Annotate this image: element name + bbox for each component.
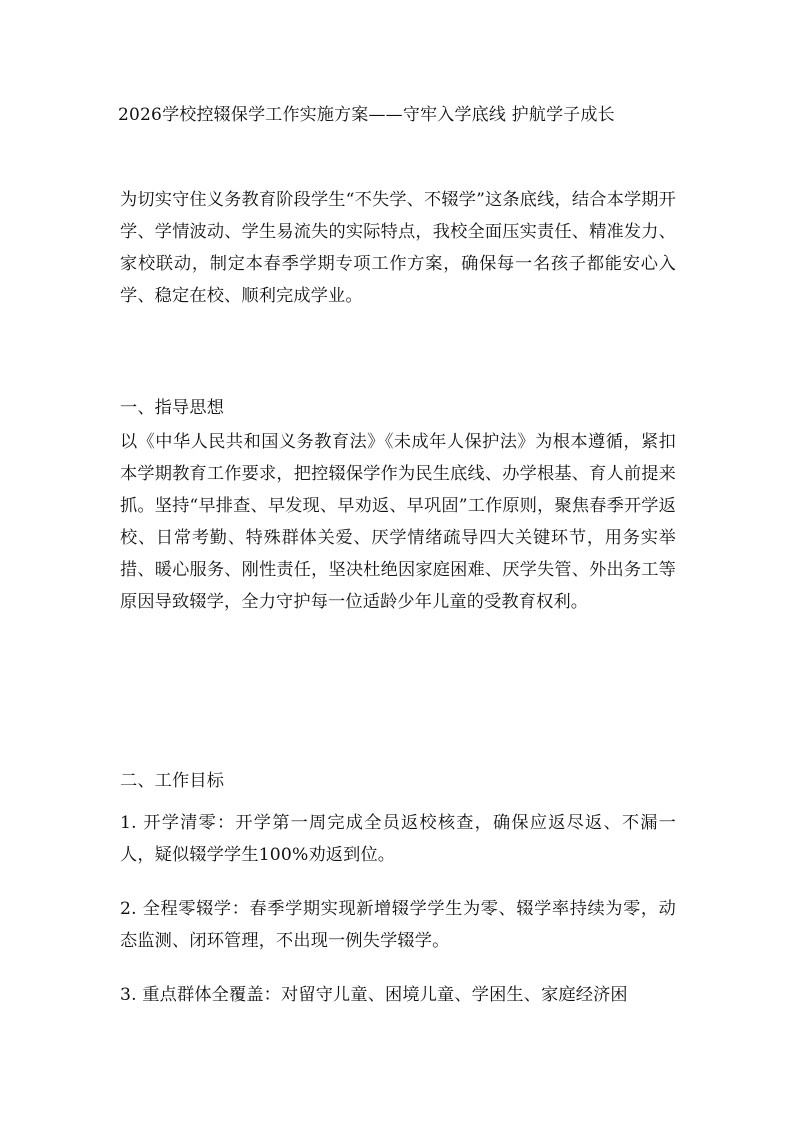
intro-paragraph: 为切实守住义务教育阶段学生“不失学、不辍学”这条底线，结合本学期开学、学情波动、学生易流失的实际特点，我校全面压实责任、精准发力、家校联动，制定本春季学期专项工作方案，确保每一名孩子都能安心入学、稳定在校、顺利完成学业。	[120, 190, 676, 306]
document-title: 2026学校控辍保学工作实施方案——守牢入学底线 护航学子成长	[118, 105, 615, 125]
section-heading-work-goals: 二、工作目标	[120, 771, 225, 791]
goal-item-1: 1. 开学清零：开学第一周完成全员返校核查，确保应返尽返、不漏一人，疑似辍学学生100%劝返到位。	[120, 813, 676, 865]
goal-item-3: 3. 重点群体全覆盖：对留守儿童、困境儿童、学困生、家庭经济困	[120, 985, 628, 1005]
section-heading-guiding-ideology: 一、指导思想	[120, 398, 225, 418]
guiding-ideology-paragraph: 以《中华人民共和国义务教育法》《未成年人保护法》为根本遵循，紧扣本学期教育工作要求，把控辍保学作为民生底线、办学根基、育人前提来抓。坚持“早排查、早发现、早劝返、早巩固”工作原则，聚焦春季开学返校、日常考勤、特殊群体关爱、厌学情绪疏导四大关键环节，用务实举措、暖心服务、刚性责任，坚决杜绝因家庭困难、厌学失管、外出务工等原因导致辍学，全力守护每一位适龄少年儿童的受教育权利。	[120, 432, 676, 612]
goal-item-2: 2. 全程零辍学：春季学期实现新增辍学学生为零、辍学率持续为零，动态监测、闭环管理，不出现一例失学辍学。	[120, 899, 676, 951]
